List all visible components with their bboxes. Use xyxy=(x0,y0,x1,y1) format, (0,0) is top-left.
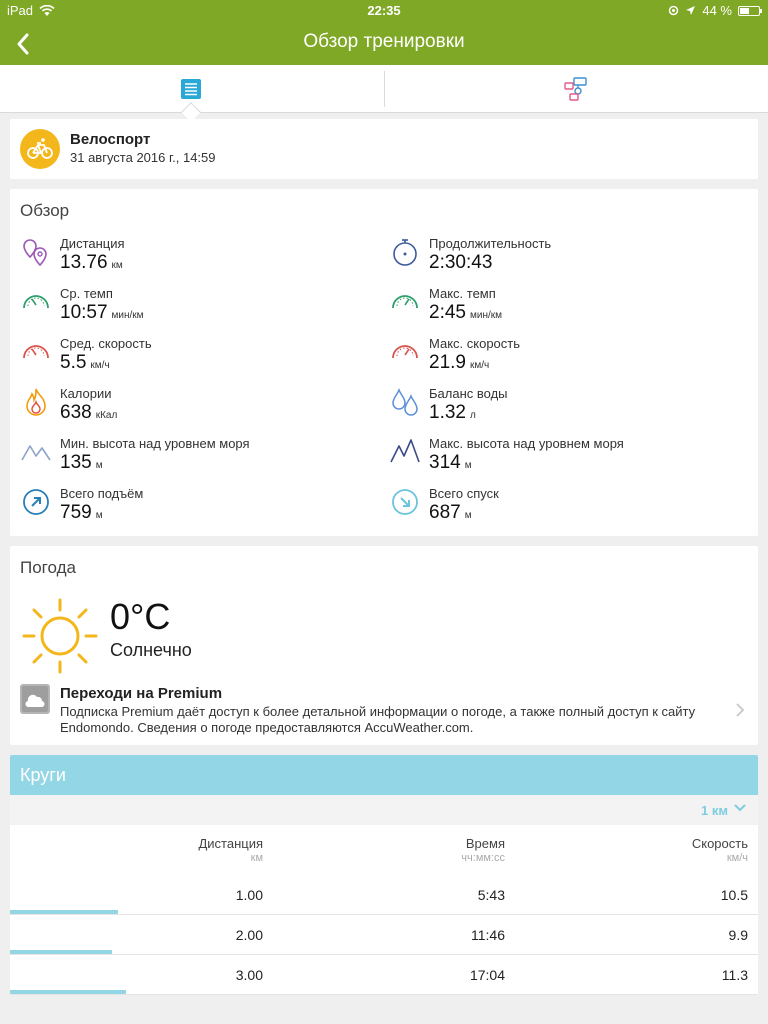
sport-name: Велоспорт xyxy=(70,131,151,148)
list-icon xyxy=(181,79,201,99)
lap-time: 5:43 xyxy=(477,887,505,903)
stat-label: Всего спуск xyxy=(429,486,499,501)
stat-value: 2:30:43 xyxy=(429,252,493,273)
gauge-icon xyxy=(20,286,52,318)
mountain-low-icon xyxy=(20,436,52,468)
stat-value: 759 м xyxy=(60,502,103,523)
stat-calories xyxy=(20,386,360,432)
weather-card xyxy=(10,546,758,745)
lap-unit-label: 1 км xyxy=(701,803,728,818)
workout-header-card xyxy=(10,119,758,179)
premium-description: Подписка Premium даёт доступ к более детальной информации о погоде, а также полный доступ к сайту Endomondo. Сведения о погоде предоставляются AccuWeather.com. xyxy=(60,704,696,735)
weather-condition: Солнечно xyxy=(110,640,192,660)
stat-label: Продолжительность xyxy=(429,236,552,251)
flame-icon xyxy=(20,386,52,418)
map-pin-icon xyxy=(20,236,52,268)
stat-avg-pace xyxy=(20,286,360,332)
stat-label: Всего подъём xyxy=(60,486,144,501)
lap-speed: 10.5 xyxy=(720,887,748,903)
laps-card xyxy=(10,755,758,995)
lap-row xyxy=(10,955,758,995)
col-header-distance: Дистанция xyxy=(198,836,263,851)
stat-duration xyxy=(389,236,729,282)
ascent-icon xyxy=(20,486,52,518)
stat-avg-speed xyxy=(20,336,360,382)
overview-title: Обзор xyxy=(20,201,70,220)
page-title: Обзор тренировки xyxy=(303,31,465,52)
stat-value: 135 м xyxy=(60,452,103,473)
col-header-speed: Скорость xyxy=(691,836,748,851)
mountain-high-icon xyxy=(389,436,421,468)
stat-value: 638 кКал xyxy=(60,402,118,423)
stat-water xyxy=(389,386,729,432)
lap-speed-bar xyxy=(10,910,118,914)
stat-value: 13.76 км xyxy=(60,252,123,273)
stat-value: 5.5 км/ч xyxy=(60,352,110,373)
col-unit-speed: км/ч xyxy=(726,852,748,864)
stat-total-descent xyxy=(389,486,729,532)
water-drops-icon xyxy=(389,386,421,418)
stat-label: Макс. темп xyxy=(429,286,496,301)
lap-row xyxy=(10,875,758,915)
lap-speed-bar xyxy=(10,950,112,954)
descent-icon xyxy=(389,486,421,518)
stat-total-ascent xyxy=(20,486,360,532)
nav-bar xyxy=(0,22,768,65)
tab-bar xyxy=(0,65,768,113)
premium-title: Переходи на Premium xyxy=(60,685,223,702)
stat-max-pace xyxy=(389,286,729,332)
lap-distance: 2.00 xyxy=(235,927,263,943)
status-time: 22:35 xyxy=(367,3,401,18)
chevron-right-icon xyxy=(734,701,746,719)
lap-row xyxy=(10,915,758,955)
stat-label: Макс. скорость xyxy=(429,336,521,351)
flow-icon xyxy=(564,77,588,101)
navigation-arrow-icon xyxy=(685,5,696,16)
stat-label: Сред. скорость xyxy=(60,336,152,351)
col-unit-distance: км xyxy=(250,852,263,864)
stat-value: 687 м xyxy=(429,502,472,523)
stat-value: 10:57 мин/км xyxy=(60,302,144,323)
stat-label: Макс. высота над уровнем моря xyxy=(429,436,624,451)
col-header-time: Время xyxy=(465,836,505,851)
stat-min-altitude xyxy=(20,436,360,482)
lap-speed: 11.3 xyxy=(721,967,748,983)
stat-value: 1.32 л xyxy=(429,402,476,423)
lap-time: 11:46 xyxy=(471,927,505,943)
stat-max-altitude xyxy=(389,436,729,482)
temperature: 0°C xyxy=(110,596,171,637)
battery-icon xyxy=(738,6,760,16)
stat-max-speed xyxy=(389,336,729,382)
bicycle-icon xyxy=(20,129,60,169)
lap-speed: 9.9 xyxy=(728,927,748,943)
battery-percent: 44 % xyxy=(702,3,732,18)
stat-value: 314 м xyxy=(429,452,472,473)
workout-date: 31 августа 2016 г., 14:59 xyxy=(70,150,216,165)
overview-card xyxy=(10,189,758,536)
stopwatch-icon xyxy=(389,236,421,268)
stat-label: Дистанция xyxy=(60,236,125,251)
gauge-icon xyxy=(389,286,421,318)
col-unit-time: чч:мм:сс xyxy=(461,852,505,864)
lap-time: 17:04 xyxy=(469,967,505,983)
sport-badge xyxy=(20,129,60,169)
laps-title: Круги xyxy=(10,755,758,795)
lap-distance: 1.00 xyxy=(235,887,263,903)
stat-value: 21.9 км/ч xyxy=(429,352,490,373)
premium-icon xyxy=(20,684,50,714)
chevron-down-icon xyxy=(732,801,748,815)
stat-label: Мин. высота над уровнем моря xyxy=(60,436,250,451)
tab-details[interactable] xyxy=(384,71,768,107)
speedometer-icon xyxy=(389,336,421,368)
stat-value: 2:45 мин/км xyxy=(429,302,502,323)
stat-distance xyxy=(20,236,360,282)
device-name: iPad xyxy=(7,3,34,18)
lap-speed-bar xyxy=(10,990,126,994)
sun-icon xyxy=(20,596,100,676)
lap-unit-selector[interactable] xyxy=(10,795,758,825)
speedometer-icon xyxy=(20,336,52,368)
status-bar xyxy=(0,0,768,22)
stat-label: Баланс воды xyxy=(429,386,508,401)
location-icon xyxy=(668,5,679,16)
lap-distance: 3.00 xyxy=(235,967,263,983)
stat-label: Калории xyxy=(60,386,112,401)
weather-title: Погода xyxy=(20,558,76,577)
stat-label: Ср. темп xyxy=(60,286,113,301)
